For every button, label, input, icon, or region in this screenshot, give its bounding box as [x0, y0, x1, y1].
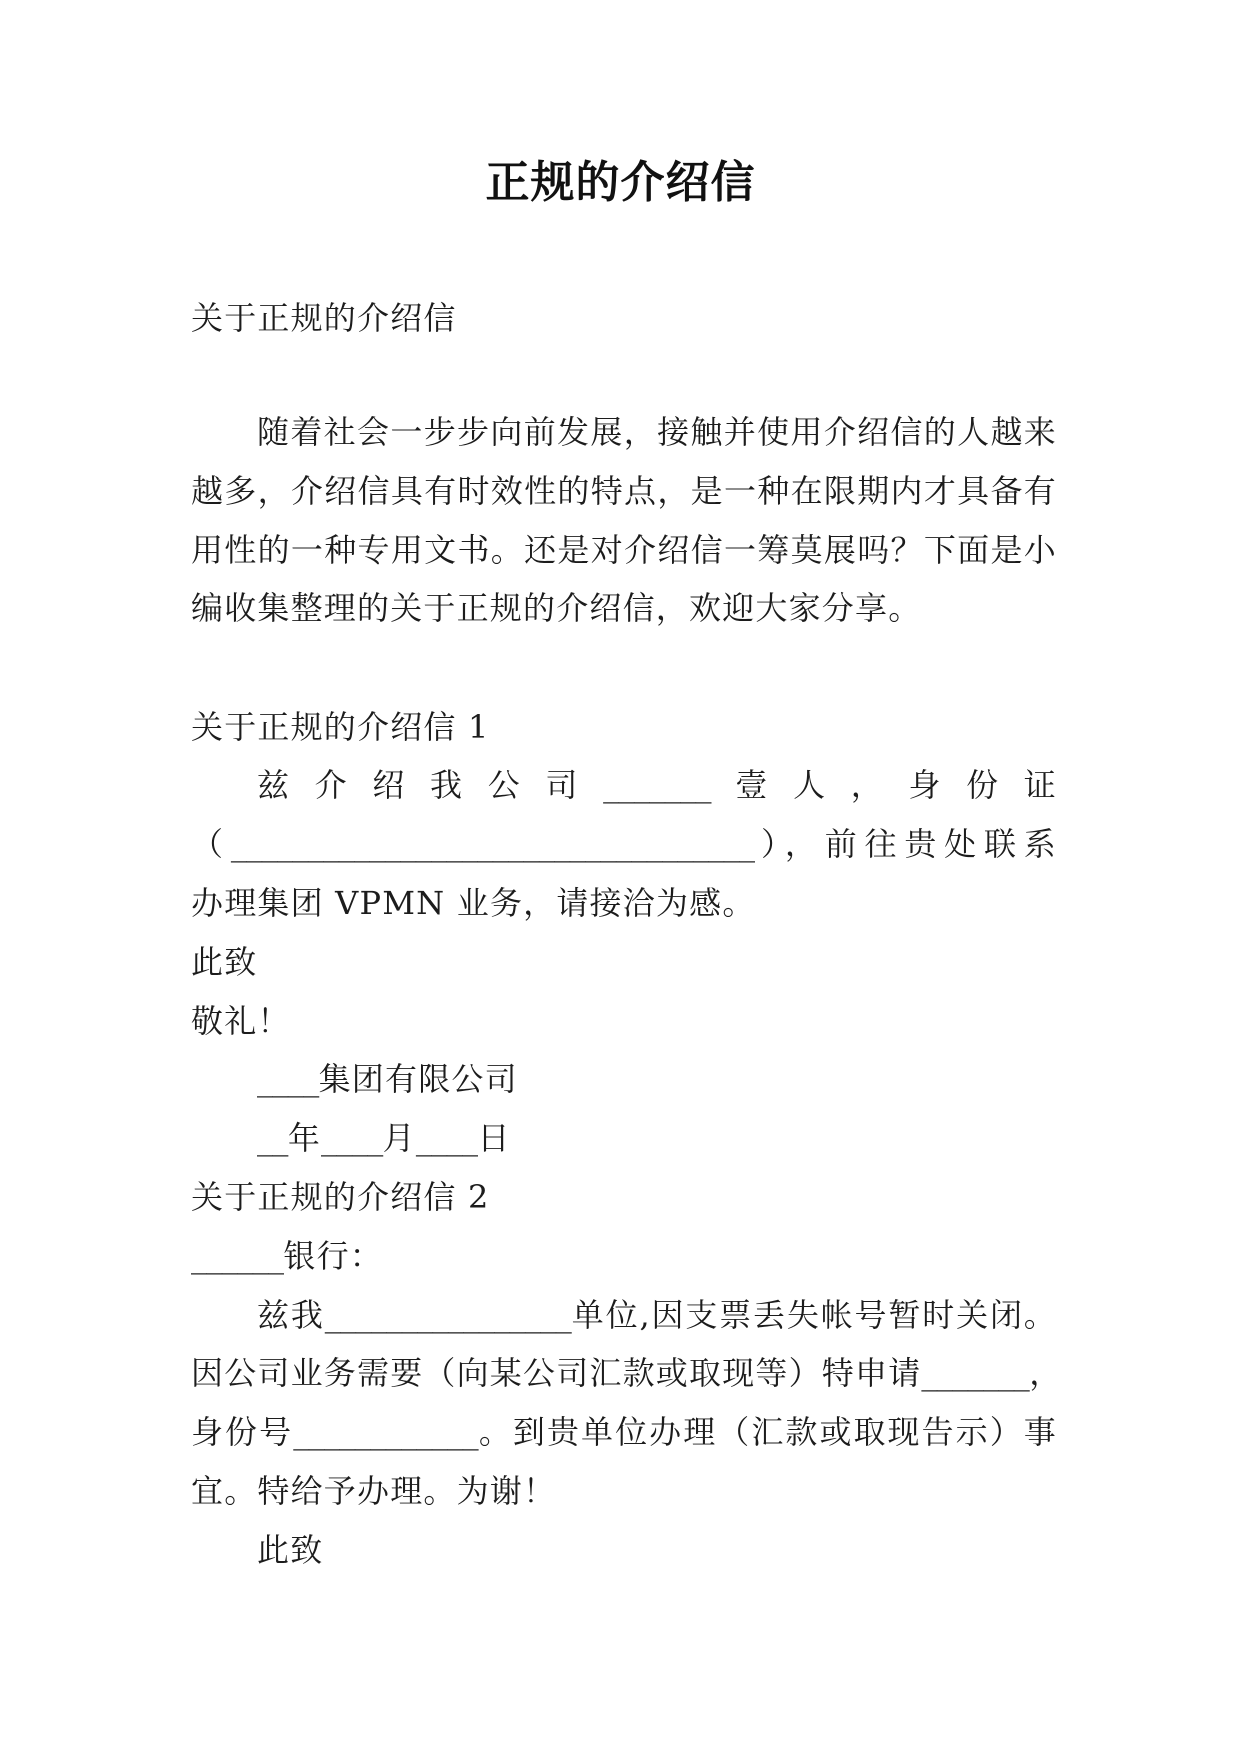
- letter2-closing: 此致: [257, 1530, 324, 1569]
- intro-section: [191, 289, 1057, 348]
- fill-in-blank: _______: [921, 1354, 1030, 1393]
- letter1-date: __年____月____日: [257, 1119, 511, 1158]
- letter2-heading: 关于正规的介绍信 2: [191, 1177, 490, 1216]
- intro-heading: 关于正规的介绍信: [191, 299, 457, 337]
- letter1-body-line: 办理集团 VPMN 业务，请接洽为感。: [191, 883, 756, 922]
- letter1-closing: 此致: [191, 942, 258, 981]
- letter1-salute: 敬礼！: [191, 1001, 291, 1040]
- letter1-body-line: 兹介绍我公司_______壹人，身份证: [257, 766, 1057, 805]
- fill-in-blank: ______: [191, 1236, 284, 1275]
- fill-in-blank: __: [257, 1119, 288, 1158]
- letter2-body-line: 身份号____________。到贵单位办理（汇款或取现告示）事: [191, 1413, 1057, 1452]
- fill-in-blank: ____: [321, 1119, 383, 1158]
- letter2-addressee: ______银行：: [191, 1236, 384, 1275]
- intro-line: 编收集整理的关于正规的介绍信，欢迎大家分享。: [191, 589, 922, 628]
- intro-line: 随着社会一步步向前发展，接触并使用介绍信的人越来: [257, 413, 1057, 451]
- intro-line: 用性的一种专用文书。还是对介绍信一筹莫展吗？下面是小: [191, 530, 1057, 569]
- fill-in-blank: __________________________________: [230, 825, 755, 864]
- letter1-body-line: （__________________________________），前往贵处联系: [191, 825, 1057, 864]
- fill-in-blank: ____: [415, 1119, 478, 1158]
- intro-line: 越多，介绍信具有时效性的特点，是一种在限期内才具备有: [191, 471, 1057, 510]
- letter2-body-line: 宜。特给予办理。为谢！: [191, 1471, 557, 1510]
- letter2-body-line: 因公司业务需要（向某公司汇款或取现等）特申请_______，: [191, 1354, 1063, 1393]
- fill-in-blank: _______: [603, 766, 711, 805]
- letters-section: [191, 698, 1063, 1580]
- letter1-heading: 关于正规的介绍信 1: [191, 707, 490, 746]
- letter1-signature: ____集团有限公司: [257, 1060, 518, 1099]
- document-title: 正规的介绍信: [485, 157, 756, 208]
- fill-in-blank: ________________: [324, 1295, 572, 1334]
- fill-in-blank: ____: [257, 1060, 319, 1099]
- intro-paragraph: [191, 403, 1057, 638]
- letter2-body-line: 兹我________________单位,因支票丢失帐号暂时关闭。: [257, 1295, 1057, 1334]
- fill-in-blank: ____________: [293, 1413, 478, 1452]
